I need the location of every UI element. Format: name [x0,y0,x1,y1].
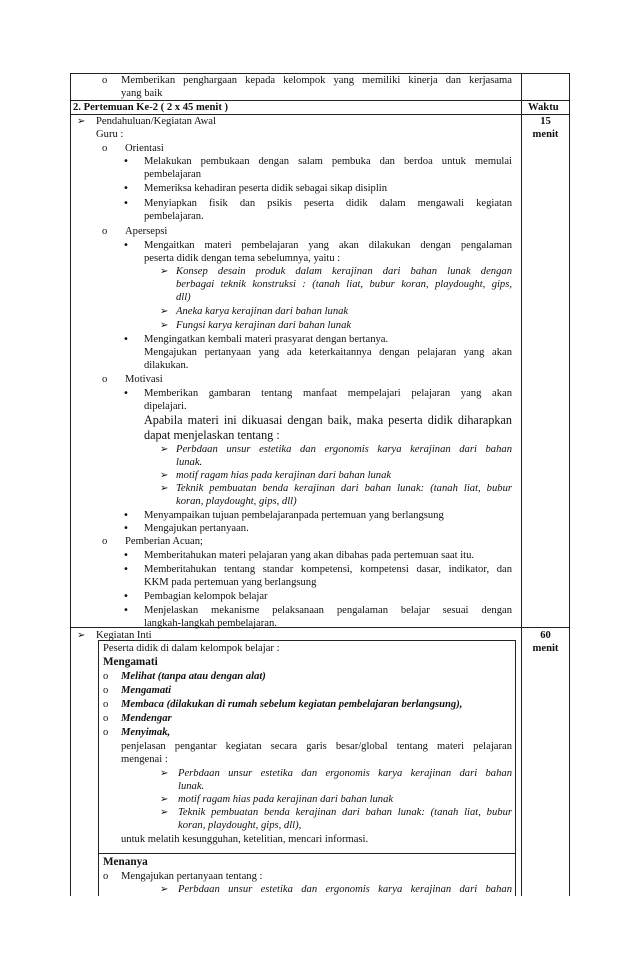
text-line: pembelajaran [144,169,202,180]
text-line: yang baik [121,88,163,99]
text-line: koran, playdought, gips, dll), [178,820,302,831]
inti-box-left [98,640,99,896]
text-line: KKM pada pertemuan yang berlangsung [144,577,317,588]
text-line: Menyimak, [121,727,171,738]
list-marker: o [102,374,108,385]
list-marker: o [103,685,109,696]
bullet-icon: • [123,550,129,561]
text-line: Memberitahukan materi pelajaran yang akan dibahas pada pertemuan saat itu. [144,550,475,561]
text-line: pembelajaran. [144,211,204,222]
text-line: Konsep desain produk dalam kerajinan dari bahan lunak dengan [176,266,512,277]
bullet-icon: • [123,523,129,534]
bullet-icon: • [123,591,129,602]
subsection-heading: Menanya [103,856,148,868]
text-line: berbagai teknik konstruksi : (tanah liat, bubur koran, playdought, gips, [176,279,512,290]
text-line: Melakukan pembukaan dengan salam pembuka dan berdoa untuk memulai [144,156,512,167]
intro-time-unit: menit [532,129,559,140]
arrow-bullet-icon: ➢ [160,768,169,779]
text-line: Mengingatkan kembali materi prasyarat dengan bertanya. [144,334,389,345]
arrow-bullet-icon: ➢ [160,794,169,805]
section-heading: Kegiatan Inti [96,630,152,641]
table-border-left [70,73,71,896]
arrow-bullet-icon: ➢ [160,444,169,455]
text-line: Teknik pembuatan benda kerajinan dari bahan lunak: (tanah liat, bubur [176,483,512,494]
text-line: Perbdaan unsur estetika dan ergonomis karya kerajinan dari bahan [178,884,512,895]
arrow-bullet-icon: ➢ [160,306,169,317]
text-line: koran, playdought, gips, dll) [176,496,297,507]
text-line: Melihat (tanpa atau dengan alat) [121,671,266,682]
inti-box-right [515,640,516,896]
text-line: Menyampaikan tujuan pembelajaranpada pertemuan yang berlangsung [144,510,444,521]
arrow-bullet-icon: ➢ [160,483,169,494]
text-line: Perbdaan unsur estetika dan ergonomis karya kerajinan dari bahan [178,768,512,779]
text-line: Teknik pembuatan benda kerajinan dari bahan lunak: (tanah liat, bubur [178,807,512,818]
section-heading: Pendahuluan/Kegiatan Awal [96,116,216,127]
subsection-heading: Apersepsi [125,226,168,237]
meeting-title: 2. Pertemuan Ke-2 ( 2 x 45 menit ) [73,102,229,113]
text-line: motif ragam hias pada kerajinan dari bahan lunak [178,794,394,805]
text-line: Mengajukan pertanyaan. [144,523,249,534]
text-line: Mengajukan pertanyaan tentang : [121,871,263,882]
intro-time-value: 15 [540,116,551,127]
text-line: Menyiapkan fisik dan psikis peserta didik dalam mengawali kegiatan [144,198,512,209]
list-marker: o [103,727,109,738]
text-line: Memberitahukan tentang standar kompetensi, kompetensi dasar, indikator, dan [144,564,512,575]
text-line: langkah-langkah pembelajaran. [144,618,277,629]
text-line: dapat menjelaskan tentang : [144,428,280,442]
text-line: dipelajari. [144,401,187,412]
bullet-icon: • [123,388,129,399]
text-line: motif ragam hias pada kerajinan dari bahan lunak [176,470,392,481]
bullet-icon: • [123,510,129,521]
list-marker: o [102,536,108,547]
time-header: Waktu [528,102,559,113]
text-line: Membaca (dilakukan di rumah sebelum kegiatan pembelajaran berlangsung), [121,699,463,710]
arrow-bullet-icon: ➢ [160,470,169,481]
text-line: Pembagian kelompok belajar [144,591,268,602]
bullet-icon: • [123,198,129,209]
inti-time-value: 60 [540,630,551,641]
list-marker: o [103,713,109,724]
list-marker: o [102,226,108,237]
text-line: Mendengar [121,713,172,724]
text-line: penjelasan pengantar kegiatan secara garis besar/global tentang materi pelajaran [121,741,512,752]
arrow-bullet-icon: ➢ [77,630,86,641]
list-marker: o [102,143,108,154]
column-divider [521,73,522,896]
bullet-icon: • [123,183,129,194]
text-line: lunak. [176,457,203,468]
text-line: Perbdaan unsur estetika dan ergonomis karya kerajinan dari bahan [176,444,512,455]
text-line: mengenai : [121,754,168,765]
text-line: Mengajukan pertanyaan yang ada keterkaitannya dengan pelajaran yang akan [144,347,512,358]
text-line: untuk melatih kesungguhan, ketelitian, mencari informasi. [121,834,369,845]
text-line: Memberikan penghargaan kepada kelompok yang memiliki kinerja dan kerjasama [121,75,512,86]
bullet-icon: • [123,240,129,251]
text-line: Memeriksa kehadiran peserta didik sebagai sikap disiplin [144,183,387,194]
subsection-heading: Mengamati [103,656,158,668]
text-line: Peserta didik di dalam kelompok belajar : [103,643,280,654]
subsection-heading: Pemberian Acuan; [125,536,203,547]
text-line: Mengaitkan materi pembelajaran yang akan dilakukan dengan pengalaman [144,240,512,251]
inti-box-divider [98,853,516,854]
inti-time-unit: menit [532,643,559,654]
text-line: Aneka karya kerajinan dari bahan lunak [176,306,349,317]
text-line: lunak. [178,781,205,792]
arrow-bullet-icon: ➢ [160,320,169,331]
text-line: Memberikan gambaran tentang manfaat mempelajari pelajaran yang akan [144,388,512,399]
text-line: Guru : [96,129,124,140]
inti-box-top [98,640,516,641]
text-line: Fungsi karya kerajinan dari bahan lunak [176,320,352,331]
bullet-icon: • [123,334,129,345]
text-line: dll) [176,292,191,303]
subsection-heading: Orientasi [125,143,164,154]
text-line: dilakukan. [144,360,189,371]
list-marker: o [103,699,109,710]
bullet-icon: • [123,564,129,575]
arrow-bullet-icon: ➢ [160,884,169,895]
bullet-icon: • [123,605,129,616]
subsection-heading: Motivasi [125,374,163,385]
text-line: Apabila materi ini dikuasai dengan baik, maka peserta didik diharapkan [144,413,512,427]
text-line: peserta didik dengan tema sebelumnya, yaitu : [144,253,341,264]
arrow-bullet-icon: ➢ [160,807,169,818]
table-border-right [569,73,570,896]
arrow-bullet-icon: ➢ [160,266,169,277]
text-line: Menjelaskan mekanisme pelaksanaan pengalaman belajar sesuai dengan [144,605,512,616]
list-marker: o [103,671,109,682]
list-marker: o [102,75,108,86]
text-line: Mengamati [121,685,172,696]
arrow-bullet-icon: ➢ [77,116,86,127]
list-marker: o [103,871,109,882]
bullet-icon: • [123,156,129,167]
